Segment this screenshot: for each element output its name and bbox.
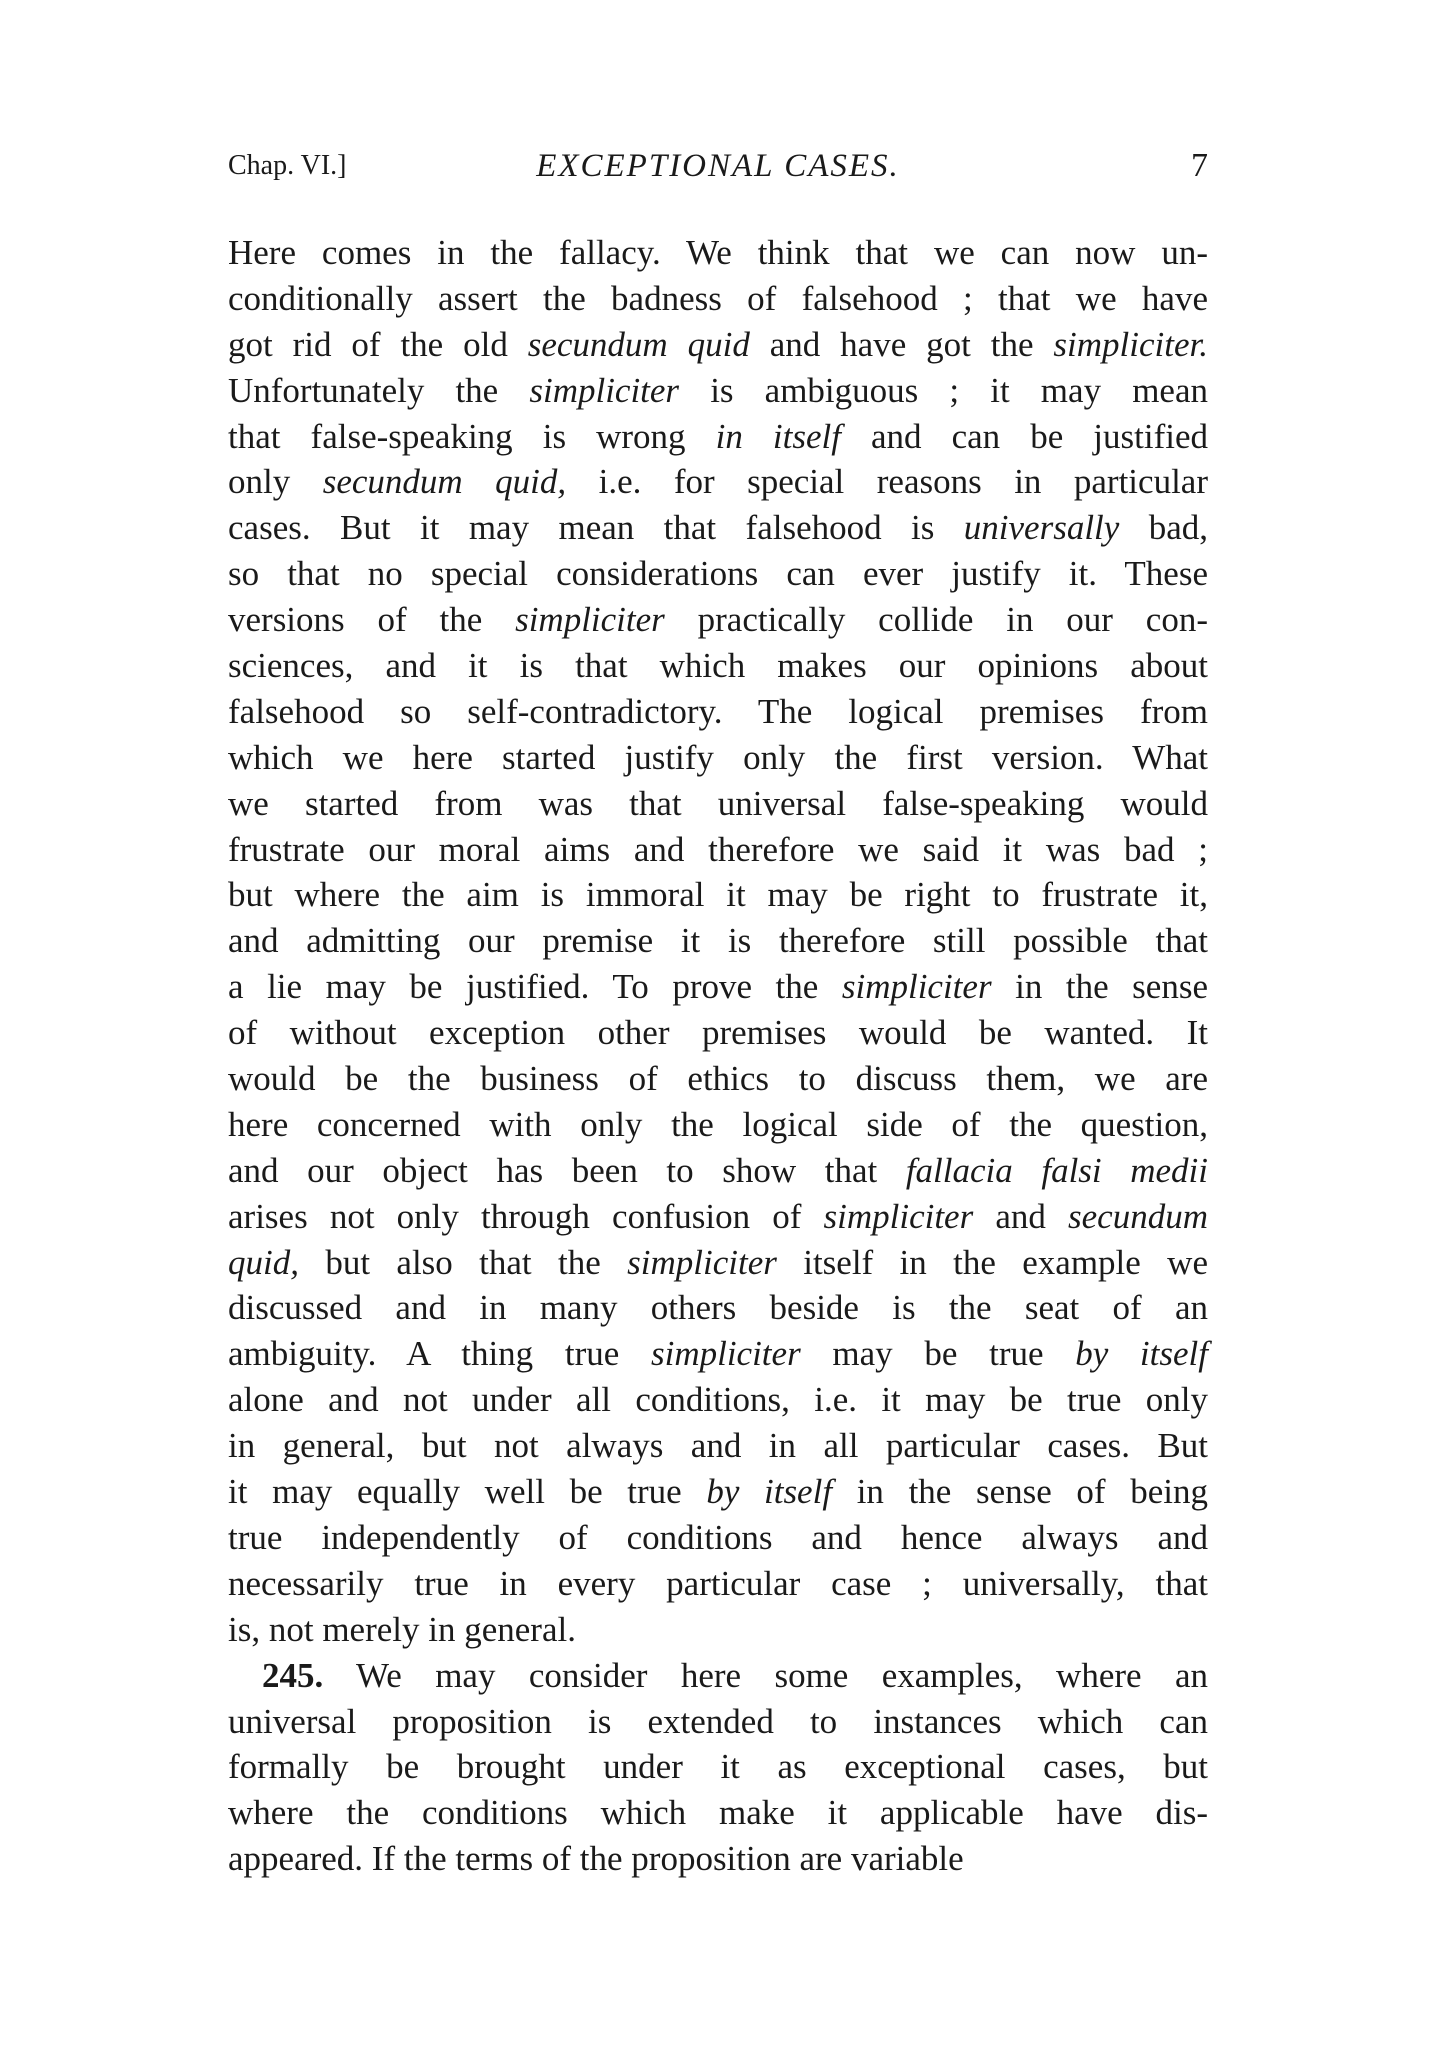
- text-line: [228, 1331, 1208, 1377]
- text-line: [228, 781, 1208, 827]
- section-number: 245.: [262, 1655, 324, 1695]
- text-run: and can be justified: [840, 416, 1208, 456]
- text-line: [228, 322, 1208, 368]
- text-line: [228, 1744, 1208, 1790]
- text-run: it may equally well be true: [228, 1472, 707, 1512]
- text-line: [228, 551, 1208, 597]
- italic-term: quid,: [228, 1242, 299, 1282]
- text-run: discussed and in many others beside is the seat of an: [228, 1288, 1208, 1328]
- text-run: arises not only through confusion of: [228, 1196, 824, 1236]
- italic-term: secundum: [1068, 1196, 1208, 1236]
- text-run: only: [228, 462, 323, 502]
- text-line: [228, 1102, 1208, 1148]
- text-run: would be the business of ethics to discuss them, we are: [228, 1059, 1208, 1099]
- text-run: alone and not under all conditions, i.e. it may be true only: [228, 1380, 1208, 1420]
- text-run: in the sense of being: [832, 1472, 1208, 1512]
- text-run: here concerned with only the logical side of the question,: [228, 1104, 1208, 1144]
- text-run: and have got the: [749, 324, 1054, 364]
- text-line: [228, 368, 1208, 414]
- book-page: [228, 140, 1208, 1882]
- text-run: ambiguity. A thing true: [228, 1334, 651, 1374]
- text-run: and admitting our premise it is therefore still possible that: [228, 921, 1208, 961]
- text-run: practically collide in our con-: [664, 600, 1208, 640]
- text-line: [228, 459, 1208, 505]
- italic-term: simpliciter.: [1053, 324, 1208, 364]
- text-line: [228, 505, 1208, 551]
- text-run: we started from was that universal false-speaking would: [228, 783, 1208, 823]
- text-run: conditionally assert the badness of falsehood ; that we have: [228, 278, 1208, 318]
- italic-term: secundum quid,: [322, 462, 567, 502]
- text-run: in general, but not always and in all particular cases. But: [228, 1426, 1208, 1466]
- text-line: [228, 1377, 1208, 1423]
- running-title: EXCEPTIONAL CASES.: [536, 148, 900, 184]
- text-run: but where the aim is immoral it may be right to frustrate it,: [228, 875, 1208, 915]
- text-line: [228, 1423, 1208, 1469]
- text-line: [228, 1653, 1208, 1699]
- text-run: is ambiguous ; it may mean: [679, 370, 1208, 410]
- text-line: [228, 918, 1208, 964]
- text-run: and: [973, 1196, 1069, 1236]
- text-run: Here comes in the fallacy. We think that we can now un-: [228, 233, 1208, 272]
- italic-term: simpliciter: [627, 1242, 777, 1282]
- text-run: cases. But it may mean that falsehood is: [228, 508, 964, 548]
- text-line: [228, 1056, 1208, 1102]
- text-line: [228, 414, 1208, 460]
- text-line: [228, 1194, 1208, 1240]
- text-line: [228, 1790, 1208, 1836]
- text-run: that false-speaking is wrong: [228, 416, 716, 456]
- text-line: [228, 276, 1208, 322]
- text-line: [228, 1607, 1208, 1653]
- body-text: [228, 230, 1208, 1882]
- text-line: [228, 1240, 1208, 1286]
- text-line: [228, 597, 1208, 643]
- text-run: bad,: [1119, 508, 1208, 548]
- running-head: [228, 140, 1208, 192]
- text-run: versions of the: [228, 600, 516, 640]
- text-run: may be true: [800, 1334, 1076, 1374]
- text-run: necessarily true in every particular case ; universally, that: [228, 1563, 1208, 1603]
- text-line: [228, 1561, 1208, 1607]
- text-run: got rid of the old: [228, 324, 528, 364]
- text-line: [228, 230, 1208, 276]
- text-run: formally be brought under it as exceptional cases, but: [228, 1747, 1208, 1787]
- text-run: falsehood so self-contradictory. The logical premises from: [228, 691, 1208, 731]
- text-run: Unfortunately the: [228, 370, 530, 410]
- italic-term: simpliciter: [529, 370, 680, 410]
- text-run: but also that the: [298, 1242, 628, 1282]
- text-run: so that no special considerations can ever justify it. These: [228, 554, 1208, 594]
- text-line: [228, 735, 1208, 781]
- text-run: universal proposition is extended to instances which can: [228, 1701, 1208, 1741]
- text-line: [228, 1469, 1208, 1515]
- text-line: [228, 1010, 1208, 1056]
- text-run: true independently of conditions and hence always and: [228, 1517, 1208, 1557]
- text-run: of without exception other premises would be wanted. It: [228, 1013, 1208, 1053]
- italic-term: simpliciter: [841, 967, 992, 1007]
- text-run: sciences, and it is that which makes our opinions about: [228, 646, 1208, 686]
- text-line: [228, 872, 1208, 918]
- text-line: [228, 689, 1208, 735]
- text-run: and our object has been to show that: [228, 1150, 906, 1190]
- italic-term: secundum quid: [527, 324, 750, 364]
- italic-term: by itself: [1075, 1334, 1208, 1374]
- italic-term: simpliciter: [823, 1196, 974, 1236]
- italic-term: in itself: [715, 416, 841, 456]
- text-line: [228, 1699, 1208, 1745]
- text-line: [228, 1515, 1208, 1561]
- text-run: itself in the example we: [776, 1242, 1208, 1282]
- text-run: which we here started justify only the first version. What: [228, 737, 1208, 777]
- text-line: [228, 1285, 1208, 1331]
- text-line: [228, 964, 1208, 1010]
- text-run: appeared. If the terms of the proposition are variable: [228, 1839, 964, 1879]
- page-number: 7: [1191, 147, 1208, 184]
- chapter-label: Chap. VI.]: [228, 150, 347, 181]
- text-line: [228, 643, 1208, 689]
- text-run: i.e. for special reasons in particular: [566, 462, 1208, 502]
- text-run: in the sense: [991, 967, 1208, 1007]
- text-run: a lie may be justified. To prove the: [228, 967, 842, 1007]
- italic-term: universally: [963, 508, 1120, 548]
- text-run: where the conditions which make it applicable have dis-: [228, 1793, 1208, 1833]
- italic-term: simpliciter: [515, 600, 665, 640]
- text-line: [228, 827, 1208, 873]
- text-line: [228, 1836, 1208, 1882]
- italic-term: by itself: [706, 1472, 833, 1512]
- text-run: is, not merely in general.: [228, 1609, 576, 1649]
- text-line: [228, 1148, 1208, 1194]
- italic-term: simpliciter: [650, 1334, 801, 1374]
- text-run: We may consider here some examples, where an: [323, 1655, 1208, 1695]
- text-run: frustrate our moral aims and therefore we said it was bad ;: [228, 829, 1208, 869]
- italic-term: fallacia falsi medii: [905, 1150, 1208, 1190]
